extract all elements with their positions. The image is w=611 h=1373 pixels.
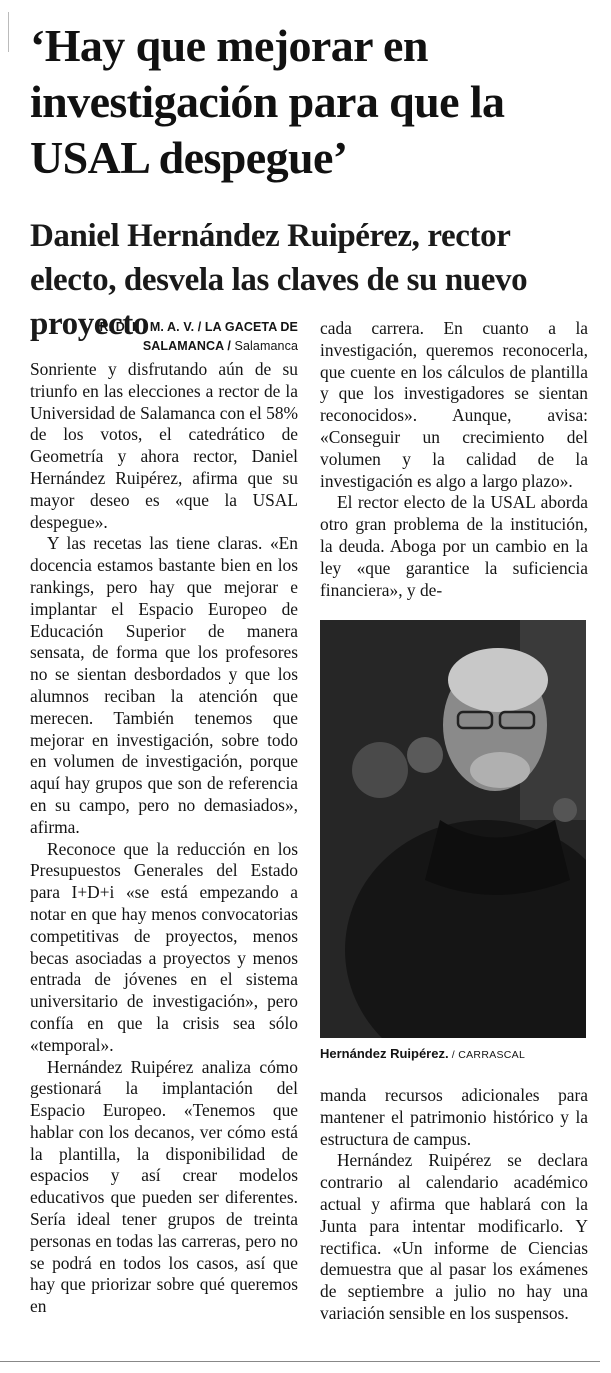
margin-mark bbox=[8, 12, 9, 52]
right-column-top bbox=[320, 318, 588, 601]
paragraph: manda recursos adicionales para mantener el patrimonio histórico y la estructura de campus. bbox=[320, 1085, 588, 1149]
paragraph: Hernández Ruipérez analiza cómo gestionará la implantación del Espacio Europeo. «Tenemos que hablar con los decanos, ver cómo está la plantilla, la disponibilidad de espacios y así crear modelos educativos que pueden ser diferentes. Sería ideal tener grupos de treinta personas en todas las carreras, pero no se podrá en todos los casos, así que hay que priorizar sobre qué queremos en bbox=[30, 1056, 298, 1317]
paragraph: Sonriente y disfrutando aún de su triunfo en las elecciones a rector de la Universidad de Salamanca con el 58% de los votos, el catedrático de Geometría y ahora rector, Daniel Hernández Ruipérez, afirma que su mayor deseo es «que la USAL despegue». bbox=[30, 359, 299, 532]
article-subheadline: Daniel Hernández Ruipérez, rector electo, desvela las claves de su nuevo proyecto bbox=[30, 218, 528, 342]
article-headline: ‘Hay que mejorar en investigación para que la USAL despegue’ bbox=[30, 20, 505, 183]
paragraph: Reconoce que la reducción en los Presupuestos Generales del Estado para I+D+i «se está empezando a notar en que hay menos convocatorias competitivas de proyectos, menos becas asociadas a proyectos y menos entrada de jóvenes en el sistema universitario de investigación», pero confía en que la crisis sea sólo «temporal». bbox=[30, 838, 298, 1055]
paragraph: El rector electo de la USAL aborda otro gran problema de la institución, la deuda. Aboga por un cambio en la ley «que garantice la suficiencia financiera», y de- bbox=[320, 492, 588, 600]
byline-authors: R. D. I. / M. A. V. / LA GACETA DE SALAMANCA / bbox=[99, 320, 298, 353]
caption-credit: / CARRASCAL bbox=[448, 1049, 526, 1061]
article-photo bbox=[320, 620, 586, 1038]
left-column bbox=[30, 318, 298, 1318]
caption-name: Hernández Ruipérez. bbox=[320, 1046, 449, 1061]
photo-caption bbox=[320, 1046, 590, 1063]
photo-illustration bbox=[320, 620, 586, 1038]
bottom-rule bbox=[0, 1361, 600, 1362]
right-column-bottom bbox=[320, 1085, 588, 1325]
byline bbox=[30, 318, 298, 356]
paragraph: Hernández Ruipérez se declara contrario al calendario académico actual y afirma que hablará con la Junta para intentar modificarlo. Y rectifica. «Un informe de Ciencias demuestra que al pasar los exámenes de septiembre a julio no hay una variación sensible en los suspensos. bbox=[320, 1150, 588, 1323]
paragraph: cada carrera. En cuanto a la investigación, queremos reconocerla, que cuente en los cálculos de plantilla y que los investigadores se sientan reconocidos». Aunque, avisa: «Conseguir un crecimiento del volumen y la calidad de la investigación es algo a largo plazo». bbox=[320, 318, 588, 491]
byline-place: Salamanca bbox=[230, 339, 298, 353]
paragraph: Y las recetas las tiene claras. «En docencia estamos bastante bien en los rankings, pero hay que mejorar e implantar el Espacio Europeo de Educación Superior de manera sensata, de forma que los profesores no se sientan desbordados y que los alumnos reciban la atención que merecen. También tenemos que mejorar en investigación, sobre todo en volumen de investigación, porque aquí hay grupos que son de referencia en su campo, pero no demasiados», afirma. bbox=[30, 533, 298, 837]
